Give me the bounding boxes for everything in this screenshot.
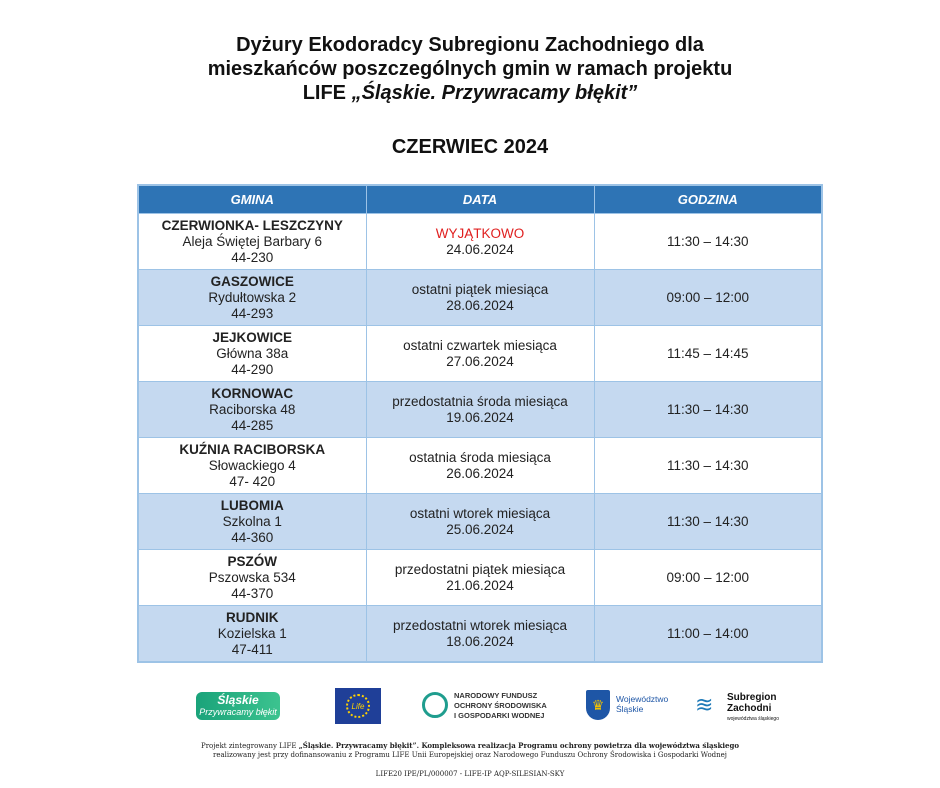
gmina-street: Rydułtowska 2 — [208, 289, 297, 305]
header-data: DATA — [366, 185, 594, 214]
gmina-postal: 44-293 — [231, 305, 274, 321]
gmina-cell — [138, 214, 366, 270]
hours-cell: 11:45 – 14:45 — [594, 326, 822, 382]
slaskie-logo-title: Śląskie — [217, 693, 259, 707]
wojewodztwo-logo-text — [616, 694, 668, 714]
gmina-name: KUŹNIA RACIBORSKA — [179, 441, 326, 457]
nfosigw-logo — [422, 688, 562, 724]
gmina-name: RUDNIK — [226, 609, 279, 625]
title-line-3 — [0, 81, 940, 105]
hours-cell: 09:00 – 12:00 — [594, 270, 822, 326]
footer-project-prefix: Projekt zintegrowany LIFE — [200, 742, 299, 750]
date-cell — [366, 438, 594, 494]
hours-cell: 11:30 – 14:30 — [594, 494, 822, 550]
table-header-row — [138, 185, 822, 214]
date-value: 27.06.2024 — [446, 353, 514, 369]
table-row — [138, 270, 822, 326]
gmina-postal: 47-411 — [231, 641, 273, 657]
gmina-postal: 44-360 — [231, 529, 274, 545]
date-value: 19.06.2024 — [446, 409, 514, 425]
hours-cell: 11:30 – 14:30 — [594, 382, 822, 438]
gmina-cell — [138, 438, 366, 494]
title-line-3-prefix: LIFE — [302, 82, 352, 104]
gmina-street: Aleja Świętej Barbary 6 — [182, 233, 323, 249]
nfosigw-logo-text — [454, 691, 564, 721]
partner-logos — [0, 686, 940, 728]
gmina-postal: 44-290 — [231, 361, 274, 377]
date-note: przedostatni wtorek miesiąca — [392, 617, 568, 633]
nfosigw-emblem-icon — [422, 692, 448, 718]
date-note: ostatni czwartek miesiąca — [403, 337, 557, 353]
life-logo-text: Life — [351, 701, 365, 711]
footer-project-title: „Śląskie. Przywracamy błękit”. Kompleksowa realizacja Programu ochrony powietrza dla województwa śląskiego — [298, 741, 740, 750]
date-cell — [366, 214, 594, 270]
hours-cell: 11:00 – 14:00 — [594, 606, 822, 663]
date-cell — [366, 382, 594, 438]
nfosigw-line-2: OCHRONY ŚRODOWISKA — [454, 701, 547, 710]
gmina-postal: 44-230 — [231, 249, 274, 265]
gmina-name: JEJKOWICE — [212, 329, 293, 345]
hours-cell: 11:30 – 14:30 — [594, 438, 822, 494]
gmina-postal: 47- 420 — [229, 473, 276, 489]
date-value: 21.06.2024 — [446, 577, 514, 593]
date-note: ostatni wtorek miesiąca — [409, 505, 551, 521]
gmina-cell — [138, 494, 366, 550]
date-cell — [366, 326, 594, 382]
month-heading: CZERWIEC 2024 — [391, 136, 549, 158]
table-row — [138, 382, 822, 438]
date-cell — [366, 494, 594, 550]
date-value: 28.06.2024 — [446, 297, 514, 313]
nfosigw-line-3: I GOSPODARKI WODNEJ — [454, 711, 545, 720]
date-cell — [366, 550, 594, 606]
eu-stars-icon — [346, 694, 370, 718]
table-row — [138, 326, 822, 382]
subregion-logo-text — [727, 692, 779, 725]
date-value: 18.06.2024 — [446, 633, 514, 649]
date-value: 26.06.2024 — [446, 465, 514, 481]
wojewodztwo-line-2: Śląskie — [616, 704, 644, 714]
schedule-table — [137, 184, 823, 663]
gmina-name: KORNOWAC — [211, 385, 294, 401]
date-note: ostatnia środa miesiąca — [409, 449, 551, 465]
gmina-cell — [138, 270, 366, 326]
title-line-2: mieszkańców poszczególnych gmin w ramach projektu — [207, 58, 733, 80]
wojewodztwo-slaskie-logo — [586, 688, 686, 724]
gmina-street: Słowackiego 4 — [208, 457, 296, 473]
subregion-swirl-icon: ≋ — [695, 692, 714, 717]
wojewodztwo-line-1: Województwo — [616, 694, 669, 704]
hours-cell: 11:30 – 14:30 — [594, 214, 822, 270]
gmina-cell — [138, 606, 366, 663]
subregion-line-2: Zachodni — [727, 703, 772, 714]
table-row — [138, 550, 822, 606]
gmina-street: Kozielska 1 — [217, 625, 287, 641]
gmina-cell — [138, 382, 366, 438]
gmina-street: Pszowska 534 — [208, 569, 296, 585]
date-value: 25.06.2024 — [446, 521, 514, 537]
header-godzina: GODZINA — [594, 185, 822, 214]
footer-funding-line: realizowany jest przy dofinansowaniu z Programu LIFE Unii Europejskiej oraz Narodowego Funduszu Ochrony Środowiska i Gospodarki Wodnej — [213, 751, 727, 759]
subregion-line-3: województwa śląskiego — [727, 716, 779, 722]
slaskie-logo — [196, 692, 280, 720]
project-name: „Śląskie. Przywracamy błękit” — [351, 82, 638, 104]
nfosigw-line-1: NARODOWY FUNDUSZ — [454, 691, 538, 700]
date-cell — [366, 270, 594, 326]
table-row — [138, 438, 822, 494]
footer-project-line — [0, 741, 940, 750]
subregion-zachodni-logo — [695, 688, 795, 724]
document-title — [0, 33, 940, 105]
gmina-name: PSZÓW — [227, 553, 277, 569]
date-note: WYJĄTKOWO — [435, 225, 525, 241]
table-row — [138, 494, 822, 550]
date-value: 24.06.2024 — [446, 241, 514, 257]
slaskie-logo-subtitle: Przywracamy błękit — [199, 707, 277, 717]
date-cell — [366, 606, 594, 663]
gmina-cell — [138, 326, 366, 382]
gmina-postal: 44-285 — [231, 417, 274, 433]
footer-project-number: LIFE20 IPE/PL/000007 - LIFE-IP AQP-SILESIAN-SKY — [375, 770, 565, 778]
date-note: przedostatni piątek miesiąca — [394, 561, 566, 577]
date-note: przedostatnia środa miesiąca — [392, 393, 568, 409]
date-note: ostatni piątek miesiąca — [411, 281, 549, 297]
gmina-postal: 44-370 — [231, 585, 274, 601]
gmina-street: Raciborska 48 — [209, 401, 296, 417]
eu-life-logo — [335, 688, 381, 724]
table-row — [138, 214, 822, 270]
table-row — [138, 606, 822, 663]
gmina-name: LUBOMIA — [220, 497, 284, 513]
header-gmina: GMINA — [138, 185, 366, 214]
gmina-street: Główna 38a — [216, 345, 289, 361]
gmina-name: CZERWIONKA- LESZCZYNY — [161, 217, 343, 233]
hours-cell: 09:00 – 12:00 — [594, 550, 822, 606]
gmina-street: Szkolna 1 — [222, 513, 282, 529]
title-line-1: Dyżury Ekodoradcy Subregionu Zachodniego dla — [236, 34, 704, 56]
eagle-shield-icon: ♛ — [586, 690, 610, 720]
subregion-line-1: Subregion — [727, 692, 777, 703]
gmina-cell — [138, 550, 366, 606]
gmina-name: GASZOWICE — [210, 273, 294, 289]
